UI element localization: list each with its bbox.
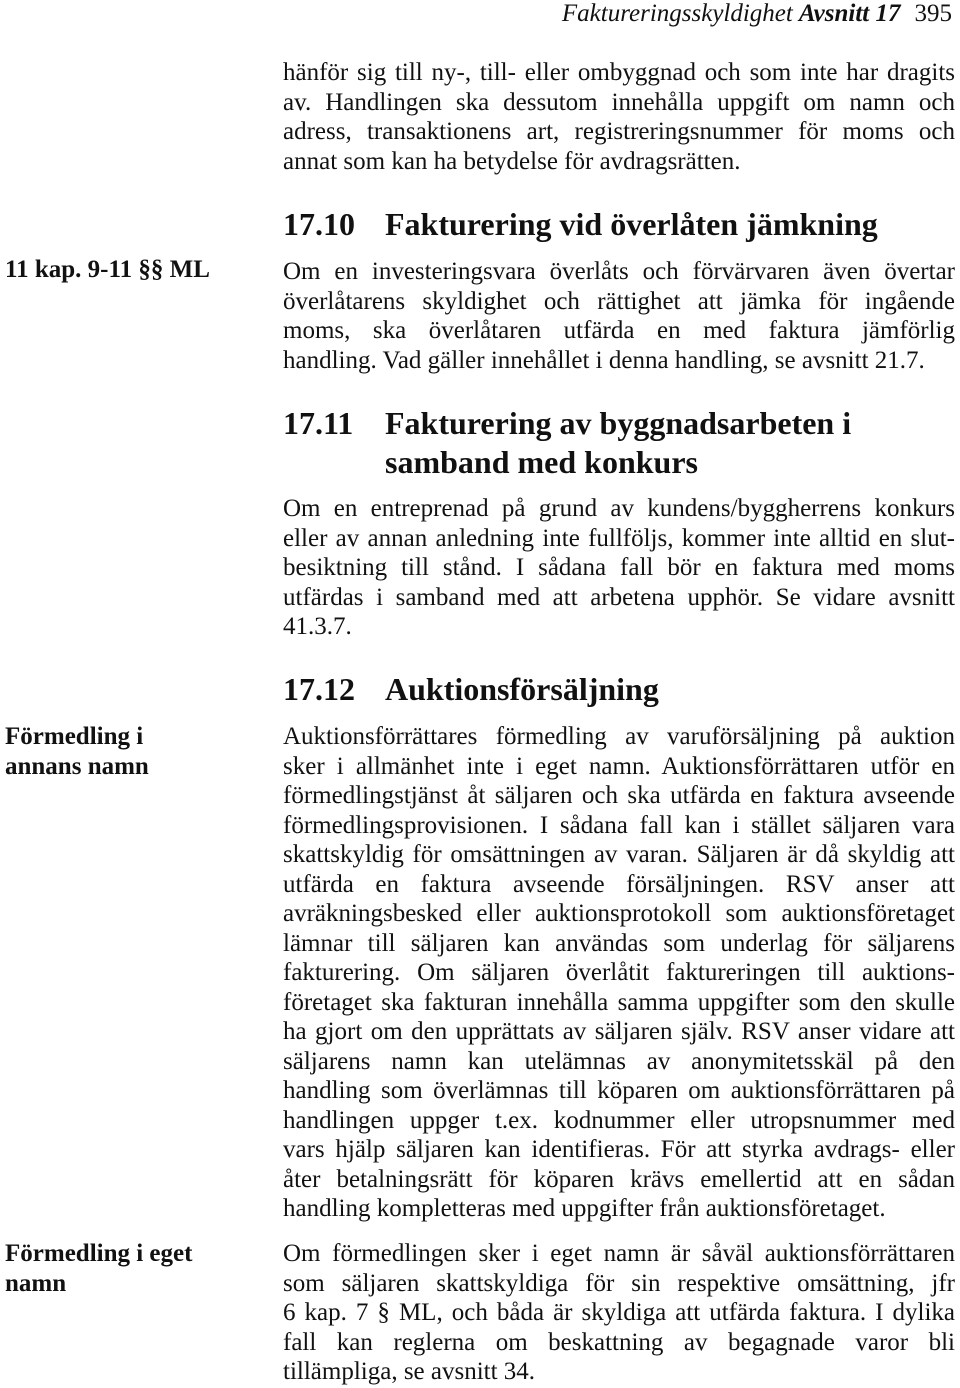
section-label: Avsnitt 17 — [798, 0, 901, 27]
text-line: Om en entreprenad på grund av kundens/byggherrens konkurs — [283, 495, 955, 522]
margin-note-agency-others-name — [5, 722, 270, 781]
text-line: sker i allmänhet inte i eget namn. Auktionsförrättaren utför en — [283, 752, 955, 780]
text-line: annat som kan ha betydelse för avdragsrätten. — [283, 147, 741, 175]
section-17-10-paragraph — [283, 257, 955, 375]
text-line: avräkningsbesked eller auktionsprotokoll som auktionsföretaget — [283, 900, 955, 927]
text-line: handling som överlämnas till köparen om auktionsförrättaren på — [283, 1077, 955, 1104]
text-line: handling kompletteras med uppgifter från auktionsföretaget. — [283, 1195, 886, 1222]
section-title: Auktionsförsäljning — [385, 671, 659, 707]
text-line: fakturering. Om säljaren överlåtit faktureringen till auktions- — [283, 959, 955, 986]
section-number: 17.10 — [283, 206, 355, 242]
running-header — [562, 0, 952, 28]
text-line: förmedlingsprovisionen. I sådana fall kan i stället säljaren vara — [283, 811, 955, 839]
section-17-11-paragraph — [283, 494, 955, 642]
text-line: 6 kap. 7 § ML, och båda är skyldiga att utfärda faktura. I dylika — [283, 1299, 955, 1326]
running-title: Faktureringsskyldighet — [561, 0, 793, 27]
text-line: lämnar till säljaren kan användas som underlag för säljarens — [283, 929, 955, 957]
section-number: 17.11 — [283, 405, 354, 441]
text-line: utfärda en faktura avseende försäljningen. RSV anser att — [283, 870, 955, 898]
text-line: ha gjort om den upprättats av säljaren själv. RSV anser vidare att — [283, 1018, 955, 1045]
text-line: tillämpliga, se avsnitt 34. — [283, 1358, 536, 1385]
section-17-11-heading — [283, 404, 955, 482]
text-line: åter betalningsrätt för köparen krävs emellertid att en sådan — [283, 1165, 955, 1193]
margin-note-line: annans namn — [5, 752, 149, 780]
text-line: besiktning till stånd. I sådana fall bör en faktura med moms — [283, 554, 955, 581]
text-line: moms, ska överlåtaren utfärda en med faktura jämförlig — [283, 317, 955, 344]
text-line: säljarens namn kan utelämnas av anonymitetsskäl på den — [283, 1047, 955, 1075]
section-title-line: samband med konkurs — [385, 444, 698, 480]
text-line: förmedlingstjänst åt säljaren och ska utfärda en faktura avseende — [283, 782, 955, 809]
text-line: Auktionsförrättares förmedling av varuförsäljning på auktion — [283, 723, 955, 750]
text-line: fall kan reglerna om beskattning av begagnade varor bli — [283, 1328, 955, 1356]
text-line: eller av annan anledning inte fullföljs, kommer inte alltid en slut- — [283, 524, 955, 552]
section-17-12-paragraph-1 — [283, 722, 955, 1224]
margin-note-line: namn — [5, 1269, 67, 1297]
section-17-12-heading — [283, 670, 955, 709]
text-line: 41.3.7. — [283, 613, 352, 640]
text-line: överlåtarens skyldighet och rättighet att jämka för ingående — [283, 287, 955, 315]
margin-note-line: Förmedling i eget — [5, 1240, 193, 1267]
text-line: som säljaren skattskyldiga för sin respektive omsättning, jfr — [283, 1269, 955, 1297]
margin-note-agency-own-name — [5, 1239, 270, 1298]
margin-note-line: Förmedling i — [5, 723, 144, 750]
text-line: hänför sig till ny-, till- eller ombyggnad och som inte har dragits — [283, 59, 955, 86]
text-line: företaget ska fakturan innehålla samma uppgifter som den skulle — [283, 988, 955, 1016]
text-line: vars hjälp säljaren kan identifieras. För att styrka avdrags- eller — [283, 1136, 955, 1163]
section-17-10-heading — [283, 205, 955, 244]
page-number: 395 — [914, 0, 952, 27]
text-line: handling. Vad gäller innehållet i denna handling, se avsnitt 21.7. — [283, 346, 925, 374]
margin-note-line: 11 kap. 9-11 §§ ML — [5, 256, 210, 283]
text-line: adress, transaktionens art, registreringsnummer för moms och — [283, 118, 955, 145]
text-line: Om en investeringsvara överlåts och förvärvaren även övertar — [283, 258, 955, 285]
margin-note-law-reference — [5, 255, 270, 285]
text-line: av. Handlingen ska dessutom innehålla uppgift om namn och — [283, 88, 955, 116]
section-number: 17.12 — [283, 671, 355, 707]
section-title-line: Fakturering av byggnadsarbeten i — [385, 405, 852, 441]
text-line: utfärdas i samband med att arbetena upphör. Se vidare avsnitt — [283, 583, 955, 611]
text-line: Om förmedlingen sker i eget namn är såväl auktionsförrättaren — [283, 1240, 955, 1267]
section-title: Fakturering vid överlåten jämkning — [385, 206, 878, 242]
text-line: handlingen uppger t.ex. kodnummer eller utropsnummer med — [283, 1106, 955, 1134]
section-17-12-paragraph-2 — [283, 1239, 955, 1387]
text-line: skattskyldig för omsättningen av varan. Säljaren är då skyldig att — [283, 841, 955, 868]
intro-paragraph — [283, 58, 955, 176]
